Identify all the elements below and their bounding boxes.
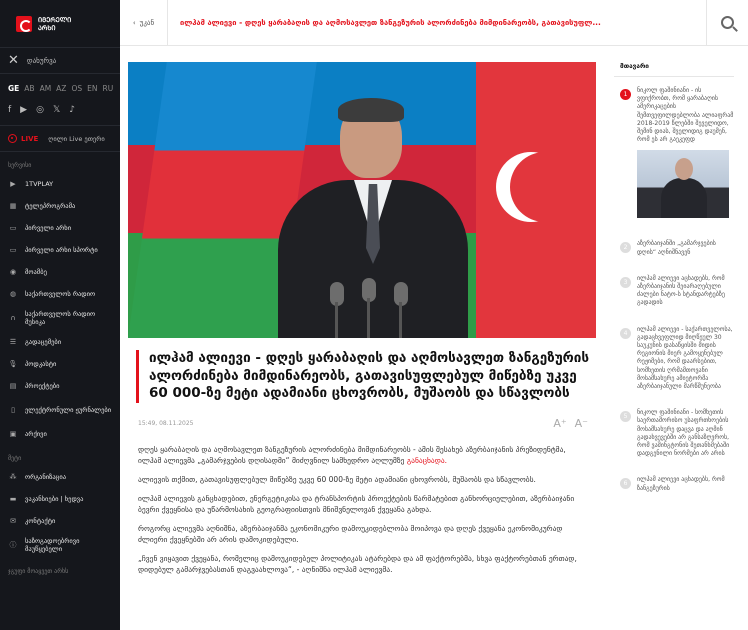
microphones xyxy=(328,282,408,338)
paragraph-text: დღეს ყარაბაღის და აღმოსავლეთ ზანგეზურის ალორძინება მიმდინარეობს - ამის შესახებ აზერბაიჯანის პრეზიდენტმა, ილჰამ ალიევმა „გამარჯვების დღისადმი“ მიძღვნილ სამხედრო აღლუმზე xyxy=(138,444,566,465)
sidebar-item-e-journals[interactable] xyxy=(0,397,120,423)
radio-icon: ◍ xyxy=(9,290,17,298)
sidebar-item-label: ვაკანსიები | ხედვა xyxy=(25,495,84,503)
sidebar-item-radio[interactable] xyxy=(0,283,120,305)
instagram-icon[interactable]: ◎ xyxy=(36,105,44,115)
sidebar-item-label: პირველი არხი სპორტი xyxy=(25,246,98,254)
live-text: ღილი Live ეთერი xyxy=(48,134,105,143)
globe-icon: ◉ xyxy=(9,268,17,276)
logo-text xyxy=(38,16,71,32)
logo-line-2: ᲐᲠᲮᲘ xyxy=(38,23,56,32)
tv-icon: ▭ xyxy=(9,246,17,254)
source-link[interactable]: განაცხადა. xyxy=(406,455,448,465)
sidebar-item-podcast[interactable] xyxy=(0,353,120,375)
article-title: ილჰამ ალიევი - დღეს ყარაბაღის და აღმოსავლეთ ზანგეზურის ალორძინება მიმდინარეობს, გათავისუფლებულ მიწებზე უკვე 60 000-ზე მეტი ადამიანი ცხოვრობს, მუშაობს და სწავლობს xyxy=(149,350,590,401)
mic-icon: 🎙 xyxy=(8,360,18,368)
list-icon: ☰ xyxy=(9,338,17,346)
news-item[interactable] xyxy=(614,391,734,458)
sidebar-item-label: პროექტები xyxy=(25,382,60,390)
logo[interactable] xyxy=(0,0,120,48)
news-title: ნიკოლ ფაშინიანი - ის ვფიქრობთ, რომ ყარაბაღის ამერიკაცების შემთვეფილდებლობა ალიაფრამ 2018-2019 წლებში შეველიდო, შემინ დიას, შველიდიგ დაუმენ, რომ ეს არ გაეკეფდ xyxy=(637,87,734,144)
mail-icon: ✉ xyxy=(10,517,16,525)
back-button[interactable] xyxy=(120,0,168,46)
language-switcher xyxy=(0,74,120,97)
sidebar-item-label: 1TVPLAY xyxy=(25,180,54,188)
sidebar-item-tv-program[interactable] xyxy=(0,195,120,217)
lang-ge[interactable]: GE xyxy=(8,84,20,93)
sidebar-item-label: პირველი არხი xyxy=(25,224,72,232)
microphone-stem xyxy=(335,302,338,338)
search-icon xyxy=(721,16,734,29)
sidebar-item-label: ტელეპროგრამა xyxy=(25,202,76,210)
tiktok-icon[interactable]: ♪ xyxy=(69,105,75,115)
sidebar-item-first-channel-sport[interactable] xyxy=(0,239,120,261)
rank-badge: 3 xyxy=(620,277,631,288)
sidebar-item-label: გადაცემები xyxy=(25,338,62,346)
live-icon xyxy=(8,134,17,143)
news-item[interactable] xyxy=(614,77,734,144)
sidebar-item-archive[interactable] xyxy=(0,423,120,445)
sidebar-item-label: საქართველოს რადიო მუსიკა xyxy=(25,310,96,326)
logo-line-1: ᲘᲛᲔᲠᲔᲚᲘ xyxy=(38,15,72,24)
article-paragraph: „ჩვენ ვიყავით ქვეყანა, რომელიც დამოუკიდებელ პოლიტიკას ატარებდა და ამ ფაქტორებმა, სხვა ფაქტორებთან ერთად, დიდებულ გამარჯვებასთან დაგვაახლოვა“, - აღნიშნა ილჰამ ალიევმა. xyxy=(138,553,577,574)
facebook-icon[interactable]: f xyxy=(8,105,12,115)
youtube-icon[interactable]: ▶ xyxy=(20,105,28,115)
microphone-stem xyxy=(399,302,402,338)
news-title: ნიკოლ ფაშინიანი - სომხეთის საერთაშორისო უსაფრთხოების მოსამსახურე დაცვა და აღმინ გადახვევებში არ განსაზღვროს, რომ ვაშინგტონის შეთანხმებაში დადგენილი ნორმები არ არის xyxy=(637,409,730,458)
news-title: ილჰამ ალიევი აცხადებს, რომ ზანგეზურის xyxy=(637,476,725,492)
sidebar-item-first-channel[interactable] xyxy=(0,217,120,239)
sidebar-item-label: კონტაქტი xyxy=(25,517,56,525)
social-links xyxy=(0,97,120,126)
main-news-heading: მთავარი xyxy=(614,56,734,77)
live-link[interactable] xyxy=(0,126,120,152)
news-title: ილჰამ ალიევი აცხადებს, რომ აზერბაიჯანის შეიარაღებული ძალები ნატო-ს სტანდარტებზე გადადის xyxy=(637,274,725,307)
sidebar-item-shows[interactable] xyxy=(0,331,120,353)
article-body xyxy=(138,444,588,575)
grid-icon: ▦ xyxy=(9,202,17,210)
section-label-services: სერვისი xyxy=(8,162,32,169)
close-label: დახურვა xyxy=(26,56,57,65)
news-item[interactable] xyxy=(614,458,734,492)
sidebar-item-label: პოდკასტი xyxy=(25,360,57,368)
microphone-stem xyxy=(367,298,370,338)
back-label: უკან xyxy=(139,18,155,27)
news-item[interactable] xyxy=(614,257,734,308)
article xyxy=(128,62,598,583)
search-button[interactable] xyxy=(706,0,748,46)
article-paragraph xyxy=(138,444,588,466)
news-item[interactable] xyxy=(614,218,734,256)
font-size-controls xyxy=(553,417,588,430)
live-label: LIVE xyxy=(21,134,39,143)
sidebar-item-public-broadcaster[interactable] xyxy=(0,532,120,558)
sidebar-item-1tvplay[interactable] xyxy=(0,173,120,195)
main-news-column xyxy=(614,56,734,493)
chevron-left-icon: ‹ xyxy=(132,18,136,27)
sidebar-item-label: მოამბე xyxy=(25,268,47,276)
turkey-flag xyxy=(476,62,596,338)
x-icon[interactable]: 𝕏 xyxy=(52,105,61,115)
article-paragraph: როგორც ალიევმა აღნიშნა, აზერბაიჯანმა ეკონომიკური დამოუკიდებლობა მოიპოვა და დღეს ქვეყანა ეკონომიკურად ძლიერი ქვეყნებში არ არის დამოკიდებული. xyxy=(138,523,563,544)
lang-ru[interactable]: RU xyxy=(102,84,114,93)
article-paragraph: ალიევის თქმით, გათავისუფლებულ მიწებზე უკვე 60 000-ზე მეტი ადამიანი ცხოვრობს, მუშაობს და სწავლობს. xyxy=(138,474,536,484)
sidebar xyxy=(0,0,120,630)
article-paragraph: ილჰამ ალიევის განცხადებით, ენერგეტიკისა და ტრანსპორტის პროექტების წარმატებით განხორციელებით, აზერბაიჯანი ბევრი ქვეყნისა და უწარმოსახის გეოგრაფიისთვის მნიშვნელოვან ქვეყანა გახდა. xyxy=(138,493,575,514)
news-thumbnail[interactable] xyxy=(637,150,729,218)
rank-badge: 6 xyxy=(620,478,631,489)
org-icon: ⁂ xyxy=(9,473,17,481)
hair xyxy=(338,98,404,122)
article-title-block xyxy=(136,350,598,403)
article-meta xyxy=(138,417,588,430)
article-date: 15:49, 08.11.2025 xyxy=(138,419,194,427)
font-decrease-icon[interactable]: A⁻ xyxy=(574,416,588,430)
sidebar-item-label: ორგანიზაცია xyxy=(25,473,67,481)
sidebar-item-organization[interactable] xyxy=(0,466,120,488)
sidebar-footer-label: ჯგუფი მოაყვეთ არხს xyxy=(8,568,69,575)
sidebar-item-contact[interactable] xyxy=(0,510,120,532)
sidebar-item-vacancies[interactable] xyxy=(0,488,120,510)
sidebar-item-label: საზოგადოებრივი მაუწყებელი xyxy=(25,537,80,553)
close-menu-button[interactable] xyxy=(0,48,120,74)
info-icon: ⓘ xyxy=(9,541,17,549)
briefcase-icon: ▬ xyxy=(9,495,17,503)
thumbnail-figure-head xyxy=(675,158,693,180)
folder-icon: ▤ xyxy=(9,382,17,390)
section-label-more: მეტი xyxy=(8,455,22,462)
sidebar-item-label: საქართველოს რადიო xyxy=(25,290,96,298)
sidebar-item-moambe[interactable] xyxy=(0,261,120,283)
news-title: აზერბაიჯანში „გამარჯვების დღის“ აღნიშნავენ xyxy=(637,240,716,256)
sidebar-item-label: არქივი xyxy=(25,430,47,438)
sidebar-item-radio-music[interactable] xyxy=(0,305,120,331)
rank-badge: 4 xyxy=(620,328,631,339)
rank-badge: 5 xyxy=(620,411,631,422)
lang-os[interactable]: OS xyxy=(71,84,83,93)
headphones-icon: ∩ xyxy=(10,314,16,322)
headline-ticker[interactable]: ილჰამ ალიევი - დღეს ყარაბაღის და აღმოსავლეთ ზანგეზურის ალორძინება მიმდინარეობს, გათავისუფლ... xyxy=(180,18,601,27)
rank-badge: 2 xyxy=(620,242,631,253)
book-icon: ▯ xyxy=(11,406,15,414)
tv-icon: ▭ xyxy=(9,224,17,232)
lang-en[interactable]: EN xyxy=(87,84,98,93)
top-bar xyxy=(120,0,748,46)
lang-am[interactable]: AM xyxy=(39,84,52,93)
close-icon: ✕ xyxy=(8,53,19,68)
sidebar-item-label: ელექტრონული ჟურნალები xyxy=(25,406,112,414)
thumbnail-figure-body xyxy=(661,178,707,218)
news-item[interactable] xyxy=(614,308,734,392)
font-increase-icon[interactable]: A⁺ xyxy=(553,416,567,430)
rank-badge: 1 xyxy=(620,89,631,100)
article-hero-image xyxy=(128,62,596,338)
news-title: ილჰამ ალიევი - საქართველოსა, გადაცხვეფლიდ მიღწეულ 30 საუკუნის დასაწყისში მიდის რეგიონის მიერ გამოყენებულ რეჟიმები, რომ დაარსებით, სომხეთის ღრმამთოვანი მოსამსახურე ამიეტორმა აზერბაიჯანული მარწმუნეობა xyxy=(637,325,733,391)
sidebar-item-projects[interactable] xyxy=(0,375,120,397)
lang-az[interactable]: AZ xyxy=(56,84,67,93)
archive-icon: ▣ xyxy=(9,430,17,438)
logo-icon xyxy=(16,16,32,32)
play-icon: ▶ xyxy=(10,180,16,188)
lang-ab[interactable]: AB xyxy=(24,84,35,93)
